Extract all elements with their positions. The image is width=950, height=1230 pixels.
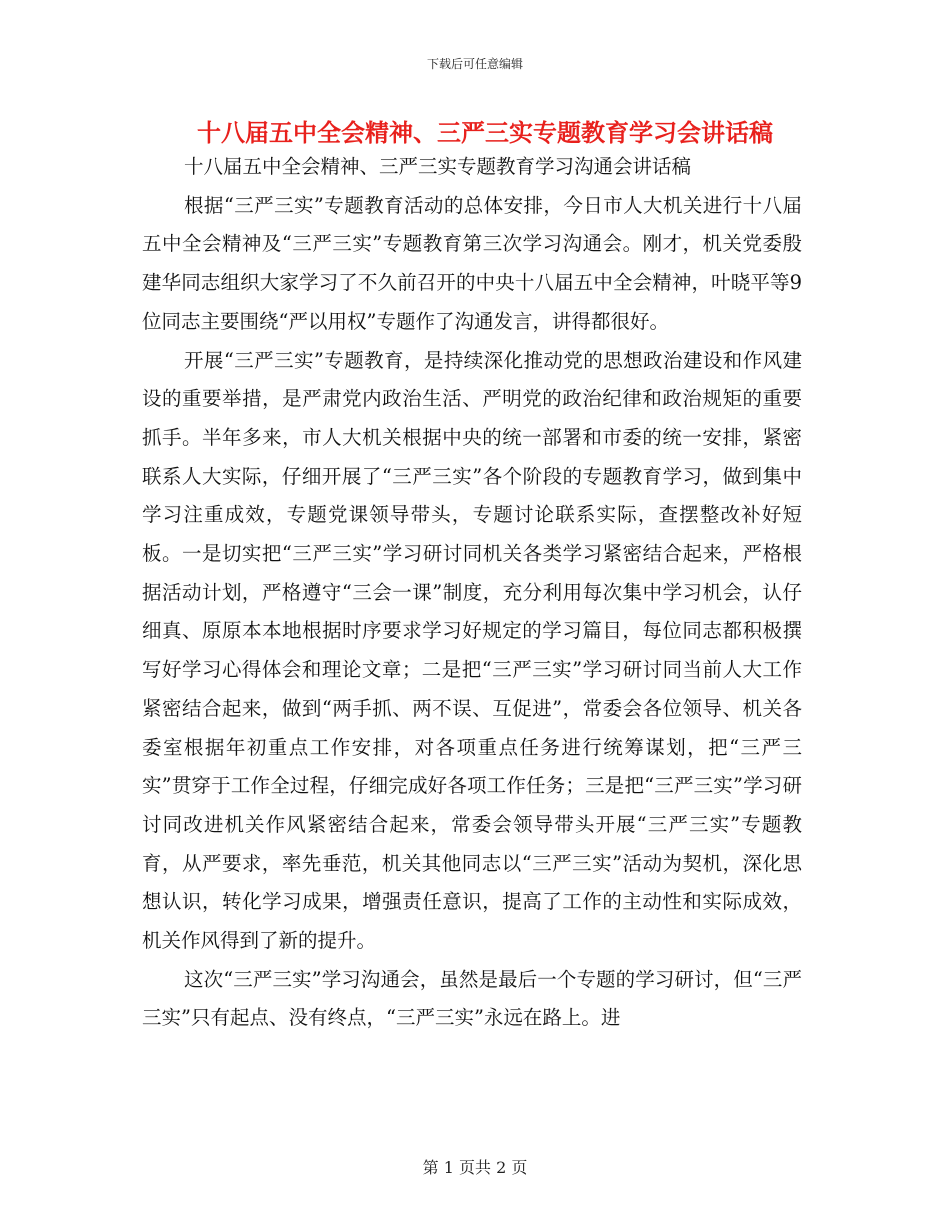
document-subtitle: 十八届五中全会精神、三严三实专题教育学习沟通会讲话稿 — [184, 155, 692, 178]
document-body — [142, 148, 802, 1038]
document-title: 十八届五中全会精神、三严三实专题教育学习会讲话稿 — [197, 118, 773, 147]
paragraph-2: 开展“三严三实”专题教育，是持续深化推动党的思想政治建设和作风建设的重要举措，是严肃党内政治生活、严明党的政治纪律和政治规矩的重要抓手。半年多来，市人大机关根据中央的统一部署和市委的统一安排，紧密联系人大实际，仔细开展了“三严三实”各个阶段的专题教育学习，做到集中学习注重成效，专题党课领导带头，专题讨论联系实际，查摆整改补好短板。一是切实把“三严三实”学习研讨同机关各类学习紧密结合起来，严格根据活动计划，严格遵守“三会一课”制度，充分利用每次集中学习机会，认仔细真、原原本本地根据时序要求学习好规定的学习篇目，每位同志都积极撰写好学习心得体会和理论文章；二是把“三严三实”学习研讨同当前人大工作紧密结合起来，做到“两手抓、两不误、互促进”，常委会各位领导、机关各委室根据年初重点工作安排，对各项重点任务进行统筹谋划，把“三严三实”贯穿于工作全过程，仔细完成好各项工作任务；三是把“三严三实”学习研讨同改进机关作风紧密结合起来，常委会领导带头开展“三严三实”专题教育，从严要求，率先垂范，机关其他同志以“三严三实”活动为契机，深化思想认识，转化学习成果，增强责任意识，提高了工作的主动性和实际成效，机关作风得到了新的提升。 — [142, 348, 802, 953]
paragraph-1: 根据“三严三实”专题教育活动的总体安排，今日市人大机关进行十八届五中全会精神及“三严三实”专题教育第三次学习沟通会。刚才，机关党委殷建华同志组织大家学习了不久前召开的中央十八届五中全会精神，叶晓平等9位同志主要围绕“严以用权”专题作了沟通发言，讲得都很好。 — [142, 193, 802, 333]
paragraph-3: 这次“三严三实”学习沟通会，虽然是最后一个专题的学习研讨，但“三严三实”只有起点、没有终点，“三严三实”永远在路上。进 — [142, 967, 802, 1030]
page-number: 第 1 页共 2 页 — [422, 1158, 528, 1177]
header-note: 下载后可任意编辑 — [426, 57, 523, 71]
